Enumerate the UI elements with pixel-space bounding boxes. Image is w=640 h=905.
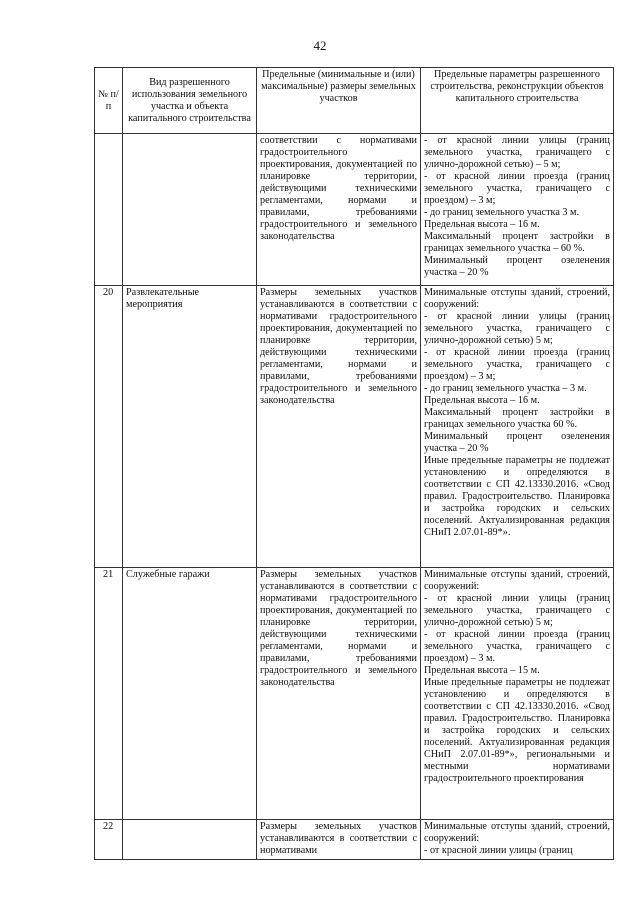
row-num: 20 xyxy=(95,286,123,568)
param-line: Минимальный процент озеленения участка – 20 % xyxy=(424,255,610,278)
param-line: Максимальный процент застройки в границах земельного участка 60 %. xyxy=(424,407,610,430)
param-line: - от красной линии улицы (границ xyxy=(424,845,573,856)
param-line: Иные предельные параметры не подлежат установлению и определяются в соответствии с СП 42.13330.2016. «Свод правил. Градостроительство. Планировка и застройка городских и сельских поселений. Актуализированная редакция СНиП 2.07.01-89*». xyxy=(424,455,610,538)
row-sizes: Размеры земельных участков устанавливаются в соответствии с нормативами градостроительного проектирования, документацией по планировке территории, действующими техническими регламентами, нормами и правилами, требованиями градостроительного и земельного законодательства xyxy=(257,568,421,820)
page-number: 42 xyxy=(313,38,327,53)
header-sizes: Предельные (минимальные и (или) максимальные) размеры земельных участков xyxy=(257,68,421,134)
header-params: Предельные параметры разрешенного строительства, реконструкции объектов капитального строительства xyxy=(421,68,614,134)
param-line: Минимальный процент озеленения участка – 20 % xyxy=(424,431,610,454)
row-params xyxy=(421,134,614,286)
row-use: Служебные гаражи xyxy=(123,568,257,820)
param-line: Минимальные отступы зданий, строений, сооружений: xyxy=(424,569,610,592)
param-line: - от красной линии улицы (границ земельного участка, граничащего с улично-дорожной сетью) – 5 м; xyxy=(424,135,610,170)
param-line: - от красной линии проезда (границ земельного участка, граничащего с проездом) – 3 м; xyxy=(424,171,610,206)
row-sizes: Размеры земельных участков устанавливаются в соответствии с нормативами xyxy=(257,820,421,860)
row-num xyxy=(95,134,123,286)
param-line: Иные предельные параметры не подлежат установлению и определяются в соответствии с СП 42.13330.2016. «Свод правил. Градостроительство. Планировка и застройка городских и сельских поселений. Актуализированная редакция СНиП 2.07.01-89*», региональными и местными нормативами градостроительного проектирования xyxy=(424,677,610,784)
table-header-row xyxy=(95,68,614,134)
param-line: - до границ земельного участка – 3 м. xyxy=(424,383,587,394)
table-row xyxy=(95,820,614,860)
regulations-table xyxy=(94,67,614,860)
param-line: - от красной линии проезда (границ земельного участка, граничащего с проездом) – 3 м; xyxy=(424,347,610,382)
row-use: Развлекательные мероприятия xyxy=(123,286,257,568)
table-row xyxy=(95,286,614,568)
param-line: - от красной линии улицы (границ земельного участка, граничащего с улично-дорожной сетью) 5 м; xyxy=(424,311,610,346)
param-line: - от красной линии улицы (границ земельного участка, граничащего с улично-дорожной сетью) 5 м; xyxy=(424,593,610,628)
param-line: Минимальные отступы зданий, строений, сооружений: xyxy=(424,287,610,310)
row-use xyxy=(123,820,257,860)
row-params xyxy=(421,820,614,860)
row-sizes: соответствии с нормативами градостроительного проектирования, документацией по планировке территории, действующими техническими регламентами, нормами и правилами, требованиями градостроительного и земельного законодательства xyxy=(257,134,421,286)
param-line: - от красной линии проезда (границ земельного участка, граничащего с проездом) – 3 м. xyxy=(424,629,610,664)
row-use xyxy=(123,134,257,286)
header-use: Вид разрешенного использования земельного участка и объекта капитального строительства xyxy=(123,68,257,134)
row-params xyxy=(421,286,614,568)
param-line: Предельная высота – 16 м. xyxy=(424,395,540,406)
table-row xyxy=(95,134,614,286)
param-line: Максимальный процент застройки в границах земельного участка – 60 %. xyxy=(424,231,610,254)
table-row xyxy=(95,568,614,820)
param-line: Минимальные отступы зданий, строений, сооружений: xyxy=(424,821,610,844)
row-params xyxy=(421,568,614,820)
param-line: Предельная высота – 15 м. xyxy=(424,665,540,676)
row-num: 21 xyxy=(95,568,123,820)
row-sizes: Размеры земельных участков устанавливаются в соответствии с нормативами градостроительного проектирования, документацией по планировке территории, действующими техническими регламентами, нормами и правилами, требованиями градостроительного и земельного законодательства xyxy=(257,286,421,568)
param-line: Предельная высота – 16 м. xyxy=(424,219,540,230)
header-num: № п/п xyxy=(95,68,123,134)
row-num: 22 xyxy=(95,820,123,860)
param-line: - до границ земельного участка 3 м. xyxy=(424,207,580,218)
